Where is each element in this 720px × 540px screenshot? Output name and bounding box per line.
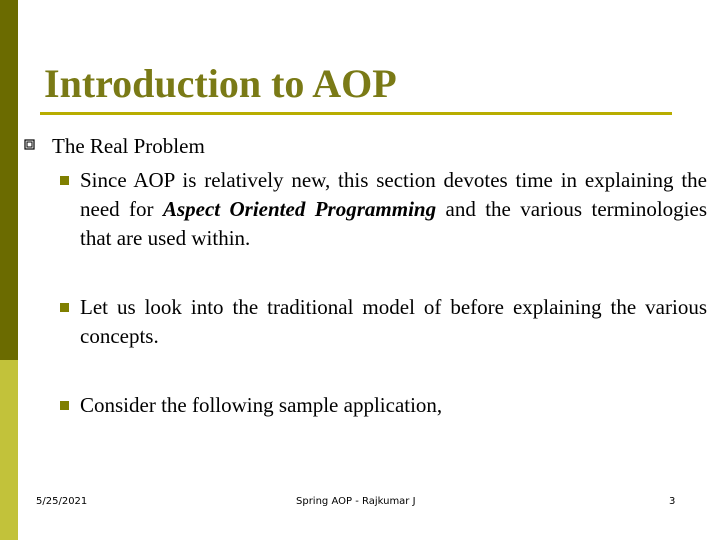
square-bullet-icon [60,303,69,312]
bullet-item-3: Consider the following sample application, [80,393,443,417]
emphasis-text: Aspect Oriented Programming [162,197,437,221]
bullet-item-2: Let us look into the traditional model of before explaining the various concepts. [80,295,707,348]
footer-title: Spring AOP - Rajkumar J [296,496,416,507]
title-underline [40,112,672,115]
hollow-square-bullet-icon [24,139,35,150]
slide-title: Introduction to AOP [44,61,397,106]
sidebar-dark-band [0,0,18,360]
sidebar-decoration [0,0,18,540]
footer-page-number: 3 [669,496,676,507]
bullet-item-1-text: Since AOP is relatively new, this section devotes time in explaining the need for [80,168,707,221]
bullet-level1-text: The Real Problem [52,134,205,158]
footer-date: 5/25/2021 [36,496,88,507]
square-bullet-icon [60,401,69,410]
bullet-item-1 [80,166,707,253]
sidebar-light-band [0,360,18,540]
bullet-item-1-text-end: and the various terminologies that are used within. [80,197,707,250]
square-bullet-icon [60,176,69,185]
